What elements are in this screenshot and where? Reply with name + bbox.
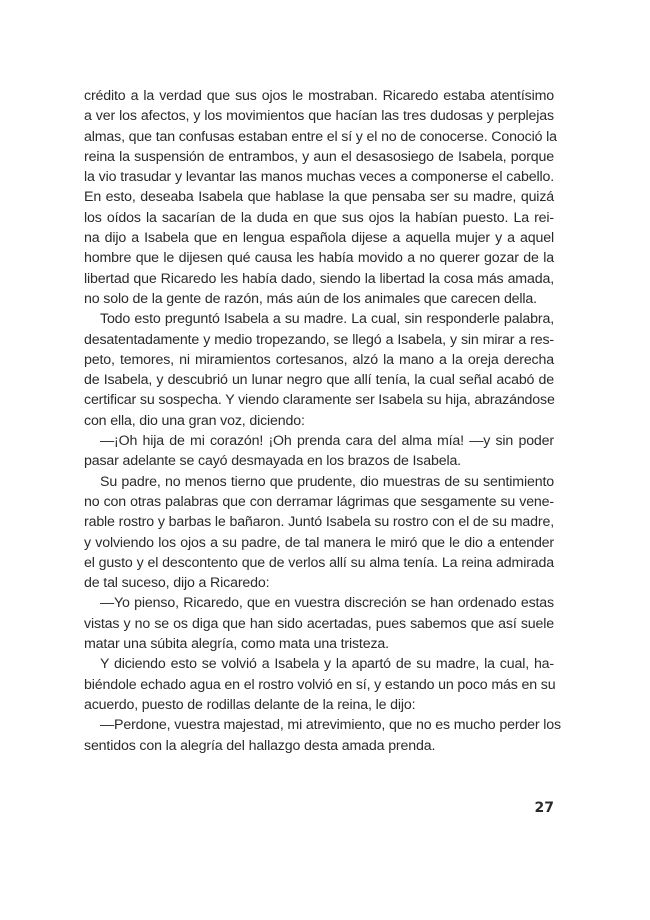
page-number: 27 (534, 800, 554, 816)
text-line: Y diciendo esto se volvió a Isabela y la apartó de su madre, la cual, ha- (100, 656, 554, 673)
text-line: hombre que le dijesen qué causa les había movido a no querer gozar de la (84, 250, 554, 267)
text-line: y volviendo los ojos a su padre, de tal manera le miró que le dio a entender (84, 534, 554, 551)
body-text (84, 86, 561, 756)
text-line: desatentadamente y medio tropezando, se llegó a Isabela, y sin mirar a res- (84, 331, 554, 348)
text-line: de Isabela, y descubrió un lunar negro que allí tenía, la cual señal acabó de (84, 372, 554, 389)
text-line: —Yo pienso, Ricaredo, que en vuestra discreción se han ordenado estas (100, 595, 554, 612)
text-line: certificar su sospecha. Y viendo claramente ser Isabela su hija, abrazándose (84, 392, 555, 409)
text-line: con ella, dio una gran voz, diciendo: (84, 412, 305, 429)
text-line: acuerdo, puesto de rodillas delante de la reina, le dijo: (84, 696, 416, 713)
text-line: de tal suceso, dijo a Ricaredo: (84, 575, 270, 592)
text-line: —Perdone, vuestra majestad, mi atrevimiento, que no es mucho perder los (100, 717, 561, 734)
text-line: Todo esto preguntó Isabela a su madre. La cual, sin responderle palabra, (100, 311, 554, 328)
paragraph (84, 86, 557, 309)
paragraph (84, 431, 554, 472)
text-line: el gusto y el descontento que de verlos allí su alma tenía. La reina admirada (84, 554, 554, 571)
paragraph (84, 654, 554, 715)
text-line: no con otras palabras que con derramar lágrimas que sesgamente su vene- (84, 493, 554, 510)
paragraph (84, 309, 554, 431)
text-line: Su padre, no menos tierno que prudente, dio muestras de su sentimiento (100, 473, 554, 490)
text-line: vistas y no se os diga que han sido acertadas, pues sabemos que así suele (84, 615, 554, 632)
text-line: na dijo a Isabela que en lengua española dijese a aquella mujer y a aquel (84, 230, 554, 247)
text-line: En esto, deseaba Isabela que hablase la que pensaba ser su madre, quizá (84, 189, 554, 206)
text-line: los oídos la sacarían de la duda en que sus ojos la habían puesto. La rei- (84, 209, 554, 226)
text-line: sentidos con la alegría del hallazgo desta amada prenda. (84, 737, 436, 754)
text-line: matar una súbita alegría, como mata una tristeza. (84, 636, 389, 653)
text-line: crédito a la verdad que sus ojos le mostraban. Ricaredo estaba atentísimo (84, 88, 554, 104)
text-line: la vio trasudar y levantar las manos muchas veces a componerse el cabello. (84, 169, 554, 186)
text-line: —¡Oh hija de mi corazón! ¡Oh prenda cara del alma mía! —y sin poder (100, 433, 554, 450)
text-line: peto, temores, ni miramientos cortesanos, alzó la mano a la oreja derecha (84, 351, 554, 368)
text-line: no solo de la gente de razón, más aún de los animales que carecen della. (84, 290, 537, 307)
text-line: reina la suspensión de entrambos, y aun el desasosiego de Isabela, porque (84, 148, 554, 165)
text-line: a ver los afectos, y los movimientos que hacían las tres dudosas y perplejas (84, 108, 554, 125)
paragraph (84, 593, 554, 654)
text-line: almas, que tan confusas estaban entre el sí y el no de conocerse. Conoció la (84, 128, 557, 145)
text-line: rable rostro y barbas le bañaron. Juntó Isabela su rostro con el de su madre, (84, 514, 554, 531)
text-line: biéndole echado agua en el rostro volvió en sí, y estando un poco más en su (84, 676, 556, 693)
paragraph (84, 715, 561, 756)
paragraph (84, 472, 554, 594)
text-line: libertad que Ricaredo les había dado, siendo la libertad la cosa más amada, (84, 270, 554, 287)
text-line: pasar adelante se cayó desmayada en los brazos de Isabela. (84, 453, 461, 470)
